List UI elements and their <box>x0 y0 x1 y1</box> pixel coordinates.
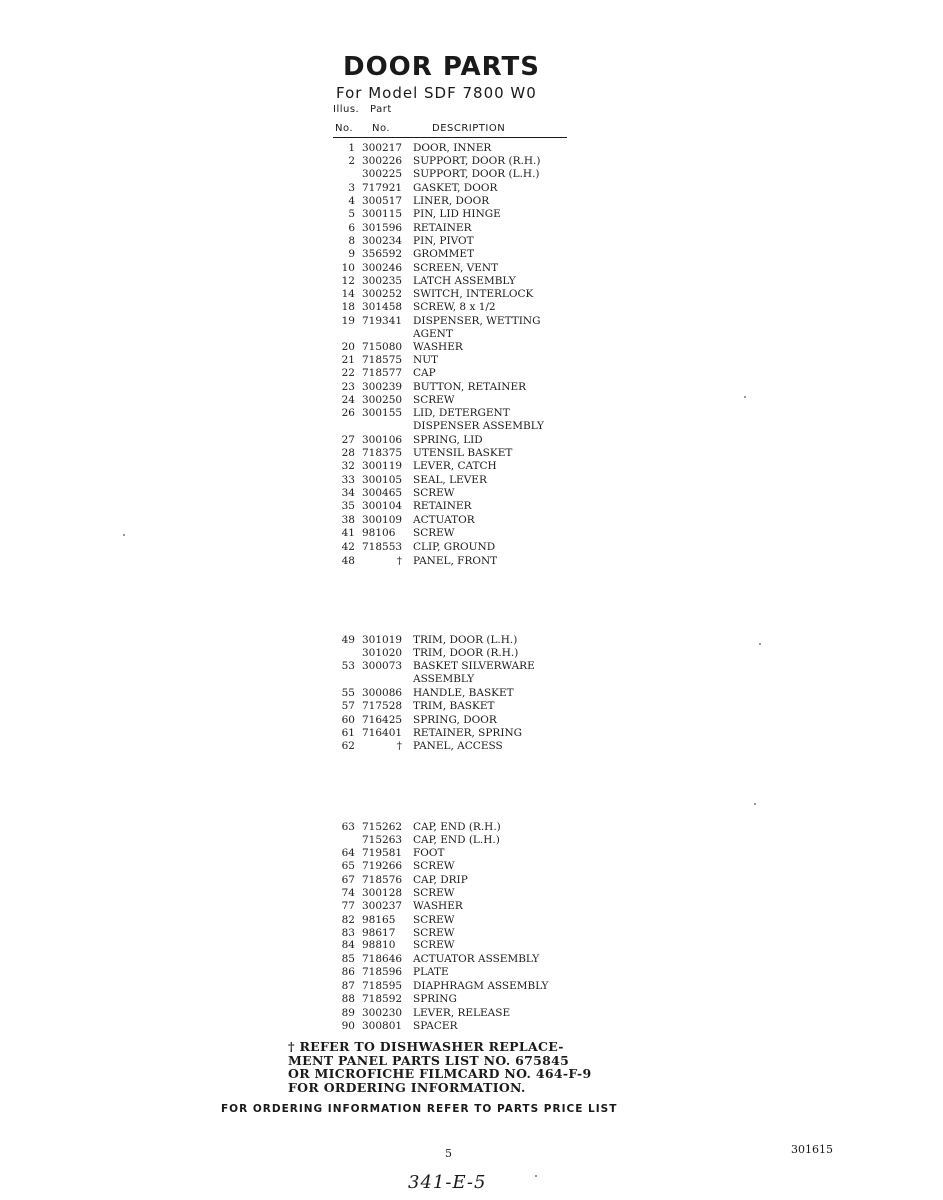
parts-row <box>333 248 563 261</box>
part-number: 300106 <box>362 434 403 446</box>
illus-number: 1 <box>348 142 355 154</box>
illus-number: 49 <box>341 634 355 646</box>
illus-number: 26 <box>341 407 355 419</box>
part-number: 300250 <box>362 394 403 406</box>
part-number: † <box>396 555 402 567</box>
part-number: 718575 <box>362 354 403 366</box>
part-number: 300073 <box>362 660 403 672</box>
part-number: 300230 <box>362 1007 403 1019</box>
part-number: 717528 <box>362 700 403 712</box>
parts-row <box>333 555 563 568</box>
part-number: 300465 <box>362 487 403 499</box>
illus-number: 64 <box>341 847 355 859</box>
illus-number: 19 <box>341 315 355 327</box>
part-description: RETAINER, SPRING <box>413 727 523 739</box>
parts-row <box>333 740 563 753</box>
parts-row <box>333 420 563 433</box>
parts-row <box>333 860 563 873</box>
illus-number: 20 <box>341 341 355 353</box>
parts-row <box>333 500 563 513</box>
part-number: 300234 <box>362 235 403 247</box>
scan-speck <box>123 534 125 536</box>
part-number: 300217 <box>362 142 403 154</box>
scan-speck <box>744 396 746 398</box>
header-rule <box>333 137 567 138</box>
parts-row <box>333 288 563 301</box>
parts-row <box>333 660 563 673</box>
illus-number: 77 <box>341 900 355 912</box>
parts-row <box>333 687 563 700</box>
part-number: 98810 <box>362 939 396 951</box>
illus-number: 60 <box>341 714 355 726</box>
part-description: LID, DETERGENT <box>413 407 510 419</box>
part-description: NUT <box>413 354 439 366</box>
part-description: BUTTON, RETAINER <box>413 381 527 393</box>
parts-row <box>333 727 563 740</box>
illus-number: 83 <box>341 927 355 939</box>
footnote-line: † REFER TO DISHWASHER REPLACE- <box>288 1039 564 1054</box>
part-description: SCREW <box>413 927 455 939</box>
scan-speck <box>535 1175 537 1177</box>
parts-row <box>333 1007 563 1020</box>
parts-row <box>333 208 563 221</box>
part-description: CAP, END (L.H.) <box>413 834 500 846</box>
part-number: 300235 <box>362 275 403 287</box>
illus-number: 34 <box>341 487 355 499</box>
illus-number: 85 <box>341 953 355 965</box>
part-description: TRIM, BASKET <box>413 700 495 712</box>
parts-row <box>333 341 563 354</box>
illus-number: 82 <box>341 914 355 926</box>
parts-row <box>333 155 563 168</box>
illus-number: 87 <box>341 980 355 992</box>
part-description: LEVER, RELEASE <box>413 1007 511 1019</box>
part-description: SPACER <box>413 1020 458 1032</box>
part-number: † <box>396 740 402 752</box>
part-no-column-header: No. <box>372 123 391 134</box>
parts-row <box>333 168 563 181</box>
illus-number: 53 <box>341 660 355 672</box>
part-description: WASHER <box>413 900 463 912</box>
part-number: 300115 <box>362 208 403 220</box>
illus-number: 21 <box>341 354 355 366</box>
part-description: LEVER, CATCH <box>413 460 497 472</box>
parts-row <box>333 527 563 540</box>
ordering-information: FOR ORDERING INFORMATION REFER TO PARTS PRICE LIST <box>221 1103 618 1115</box>
parts-row <box>333 262 563 275</box>
part-description: CAP, END (R.H.) <box>413 821 501 833</box>
part-description: PANEL, ACCESS <box>413 740 503 752</box>
parts-row <box>333 1020 563 1033</box>
parts-row <box>333 315 563 328</box>
parts-row <box>333 939 563 952</box>
part-description: TRIM, DOOR (L.H.) <box>413 634 518 646</box>
part-description: RETAINER <box>413 500 472 512</box>
part-description: CAP, DRIP <box>413 874 468 886</box>
illus-number: 3 <box>348 182 355 194</box>
part-number: 300086 <box>362 687 403 699</box>
parts-row <box>333 993 563 1006</box>
part-description: PIN, LID HINGE <box>413 208 501 220</box>
page-number: 5 <box>445 1147 452 1160</box>
part-number: 300237 <box>362 900 403 912</box>
part-number: 300517 <box>362 195 403 207</box>
illus-number: 41 <box>341 527 355 539</box>
parts-row <box>333 514 563 527</box>
model-subtitle: For Model SDF 7800 W0 <box>336 84 537 102</box>
parts-row <box>333 700 563 713</box>
illus-number: 48 <box>341 555 355 567</box>
illus-number: 4 <box>348 195 355 207</box>
document-number: 301615 <box>791 1143 833 1156</box>
parts-row <box>333 874 563 887</box>
part-description: AGENT <box>413 328 453 340</box>
part-description: BASKET SILVERWARE <box>413 660 535 672</box>
part-number: 718596 <box>362 966 403 978</box>
part-description: SPRING <box>413 993 457 1005</box>
parts-row <box>333 953 563 966</box>
part-number: 301019 <box>362 634 403 646</box>
parts-row <box>333 367 563 380</box>
part-description: SPRING, LID <box>413 434 483 446</box>
part-description: RETAINER <box>413 222 472 234</box>
illus-number: 90 <box>341 1020 355 1032</box>
part-number: 300119 <box>362 460 403 472</box>
part-number: 98106 <box>362 527 396 539</box>
part-description: LINER, DOOR <box>413 195 490 207</box>
part-description: DOOR, INNER <box>413 142 492 154</box>
parts-row <box>333 301 563 314</box>
illus-number: 42 <box>341 541 355 553</box>
illus-number: 89 <box>341 1007 355 1019</box>
illus-number: 61 <box>341 727 355 739</box>
footnote-line: FOR ORDERING INFORMATION. <box>288 1079 526 1095</box>
part-number: 718595 <box>362 980 403 992</box>
illus-column-header-top: Illus. <box>333 104 360 115</box>
part-number: 718553 <box>362 541 403 553</box>
part-number: 301020 <box>362 647 403 659</box>
part-description: SCREW <box>413 394 455 406</box>
part-number: 300155 <box>362 407 403 419</box>
part-number: 300252 <box>362 288 403 300</box>
illus-number: 55 <box>341 687 355 699</box>
part-number: 98617 <box>362 927 396 939</box>
parts-row <box>333 275 563 288</box>
part-description: DIAPHRAGM ASSEMBLY <box>413 980 549 992</box>
illus-number: 74 <box>341 887 355 899</box>
illus-number: 2 <box>348 155 355 167</box>
part-number: 301596 <box>362 222 403 234</box>
part-description: CLIP, GROUND <box>413 541 496 553</box>
illus-number: 35 <box>341 500 355 512</box>
parts-row <box>333 966 563 979</box>
part-description: SEAL, LEVER <box>413 474 487 486</box>
part-description: SPRING, DOOR <box>413 714 497 726</box>
part-number: 300246 <box>362 262 403 274</box>
parts-row <box>333 914 563 927</box>
illus-number: 38 <box>341 514 355 526</box>
part-number: 98165 <box>362 914 396 926</box>
part-description: HANDLE, BASKET <box>413 687 514 699</box>
parts-row <box>333 328 563 341</box>
parts-row <box>333 182 563 195</box>
part-description: ACTUATOR <box>413 514 475 526</box>
part-number: 719341 <box>362 315 403 327</box>
part-description: UTENSIL BASKET <box>413 447 513 459</box>
part-number: 300226 <box>362 155 403 167</box>
illus-number: 88 <box>341 993 355 1005</box>
part-description: ACTUATOR ASSEMBLY <box>413 953 540 965</box>
part-number: 716401 <box>362 727 403 739</box>
illus-number: 18 <box>341 301 355 313</box>
part-description: CAP <box>413 367 436 379</box>
part-number: 716425 <box>362 714 403 726</box>
illus-number: 5 <box>348 208 355 220</box>
part-number: 718576 <box>362 874 403 886</box>
parts-row <box>333 434 563 447</box>
part-number: 718577 <box>362 367 403 379</box>
part-description: SUPPORT, DOOR (L.H.) <box>413 168 540 180</box>
illus-number: 22 <box>341 367 355 379</box>
illus-number: 62 <box>341 740 355 752</box>
part-number: 356592 <box>362 248 403 260</box>
illus-number: 28 <box>341 447 355 459</box>
part-number: 300225 <box>362 168 403 180</box>
illus-number: 14 <box>341 288 355 300</box>
parts-row <box>333 354 563 367</box>
parts-row <box>333 381 563 394</box>
part-description: SCREW <box>413 914 455 926</box>
footnote-line: OR MICROFICHE FILMCARD NO. 464-F-9 <box>288 1066 592 1081</box>
part-description: DISPENSER, WETTING <box>413 315 541 327</box>
part-description: PANEL, FRONT <box>413 555 498 567</box>
part-description: SUPPORT, DOOR (R.H.) <box>413 155 541 167</box>
part-number: 718646 <box>362 953 403 965</box>
scan-speck <box>759 643 761 645</box>
parts-row <box>333 847 563 860</box>
part-description: SCREW <box>413 887 455 899</box>
part-number: 715262 <box>362 821 403 833</box>
illus-number: 12 <box>341 275 355 287</box>
parts-row <box>333 235 563 248</box>
parts-row <box>333 447 563 460</box>
parts-row <box>333 541 563 554</box>
part-description: ASSEMBLY <box>413 673 475 685</box>
parts-row <box>333 673 563 686</box>
part-description: SCREW <box>413 487 455 499</box>
parts-row <box>333 142 563 155</box>
part-number: 719266 <box>362 860 403 872</box>
part-description: SCREW <box>413 860 455 872</box>
part-description: WASHER <box>413 341 463 353</box>
parts-row <box>333 394 563 407</box>
part-description: PIN, PIVOT <box>413 235 474 247</box>
illus-number: 86 <box>341 966 355 978</box>
parts-row <box>333 407 563 420</box>
part-description: SCREW, 8 x 1/2 <box>413 301 496 313</box>
parts-row <box>333 460 563 473</box>
parts-row <box>333 834 563 847</box>
parts-row <box>333 647 563 660</box>
parts-row <box>333 821 563 834</box>
illus-number: 6 <box>348 222 355 234</box>
description-column-header: DESCRIPTION <box>432 123 506 134</box>
illus-number: 33 <box>341 474 355 486</box>
illus-number: 8 <box>348 235 355 247</box>
parts-row <box>333 195 563 208</box>
illus-number: 27 <box>341 434 355 446</box>
illus-number: 32 <box>341 460 355 472</box>
part-column-header-top: Part <box>370 104 392 115</box>
part-number: 300239 <box>362 381 403 393</box>
illus-number: 24 <box>341 394 355 406</box>
part-description: SCREW <box>413 939 455 951</box>
scan-speck <box>754 803 756 805</box>
parts-row <box>333 222 563 235</box>
replacement-panel-footnote <box>288 1039 592 1095</box>
parts-row <box>333 714 563 727</box>
part-number: 300104 <box>362 500 403 512</box>
parts-row <box>333 634 563 647</box>
illus-number: 9 <box>348 248 355 260</box>
part-number: 715080 <box>362 341 403 353</box>
part-description: TRIM, DOOR (R.H.) <box>413 647 519 659</box>
footnote-line: MENT PANEL PARTS LIST NO. 675845 <box>288 1052 570 1068</box>
part-description: SCREW <box>413 527 455 539</box>
illus-number: 65 <box>341 860 355 872</box>
part-number: 300109 <box>362 514 403 526</box>
part-description: GROMMET <box>413 248 475 260</box>
part-number: 715263 <box>362 834 403 846</box>
part-description: DISPENSER ASSEMBLY <box>413 420 544 432</box>
part-description: PLATE <box>413 966 449 978</box>
illus-number: 67 <box>341 874 355 886</box>
illus-number: 84 <box>341 939 355 951</box>
part-number: 300105 <box>362 474 403 486</box>
illus-number: 23 <box>341 381 355 393</box>
illus-number: 10 <box>341 262 355 274</box>
part-description: GASKET, DOOR <box>413 182 498 194</box>
illus-number: 57 <box>341 700 355 712</box>
part-number: 717921 <box>362 182 403 194</box>
part-number: 718375 <box>362 447 403 459</box>
part-number: 719581 <box>362 847 403 859</box>
part-number: 300801 <box>362 1020 403 1032</box>
part-number: 718592 <box>362 993 403 1005</box>
part-description: FOOT <box>413 847 445 859</box>
part-number: 301458 <box>362 301 403 313</box>
page-title: DOOR PARTS <box>343 52 540 82</box>
parts-row <box>333 474 563 487</box>
part-number: 300128 <box>362 887 403 899</box>
part-description: SCREEN, VENT <box>413 262 499 274</box>
part-description: SWITCH, INTERLOCK <box>413 288 534 300</box>
handwritten-note: 341-E-5 <box>408 1172 487 1193</box>
illus-no-column-header: No. <box>335 123 354 134</box>
illus-number: 63 <box>341 821 355 833</box>
parts-row <box>333 980 563 993</box>
parts-row <box>333 887 563 900</box>
parts-row <box>333 487 563 500</box>
part-description: LATCH ASSEMBLY <box>413 275 516 287</box>
parts-row <box>333 900 563 913</box>
